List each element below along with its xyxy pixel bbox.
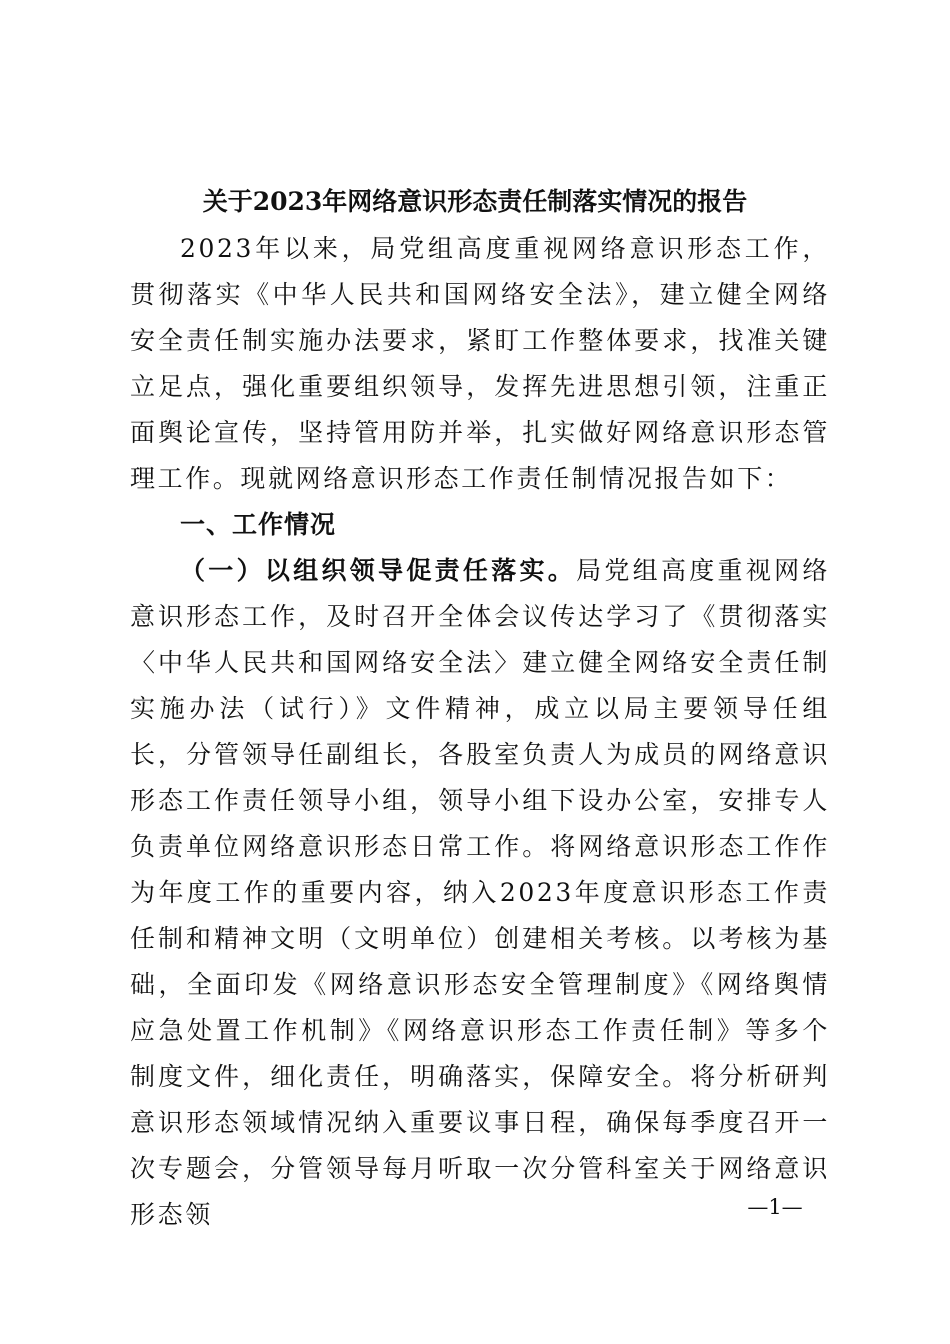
subsection-paragraph-1 bbox=[130, 548, 830, 1238]
page-number: —1— bbox=[747, 1195, 803, 1219]
document-title: 关于2023年网络意识形态责任制落实情况的报告 bbox=[202, 187, 748, 216]
subsection-body: 局党组高度重视网络意识形态工作，及时召开全体会议传达学习了《贯彻落实〈中华人民共和国网络安全法〉建立健全网络安全责任制实施办法（试行）》文件精神，成立以局主要领导任组长，分管领导任副组长，各股室负责人为成员的网络意识形态工作责任领导小组，领导小组下设办公室，安排专人负责单位网络意识形态日常工作。将网络意识形态工作作为年度工作的重要内容，纳入2023年度意识形态工作责任制和精神文明（文明单位）创建相关考核。以考核为基础，全面印发《网络意识形态安全管理制度》《网络舆情应急处置工作机制》《网络意识形态工作责任制》等多个制度文件，细化责任，明确落实，保障安全。将分析研判意识形态领域情况纳入重要议事日程，确保每季度召开一次专题会，分管领导每月听取一次分管科室关于网络意识形态领 bbox=[130, 556, 831, 1229]
section-heading-work-situation: 一、工作情况 bbox=[180, 510, 337, 539]
subsection-lead: （一）以组织领导促责任落实。 bbox=[180, 556, 577, 585]
intro-paragraph: 2023年以来，局党组高度重视网络意识形态工作，贯彻落实《中华人民共和国网络安全法》，建立健全网络安全责任制实施办法要求，紧盯工作整体要求，找准关键立足点，强化重要组织领导，发挥先进思想引领，注重正面舆论宣传，坚持管用防并举，扎实做好网络意识形态管理工作。现就网络意识形态工作责任制情况报告如下： bbox=[130, 234, 830, 493]
